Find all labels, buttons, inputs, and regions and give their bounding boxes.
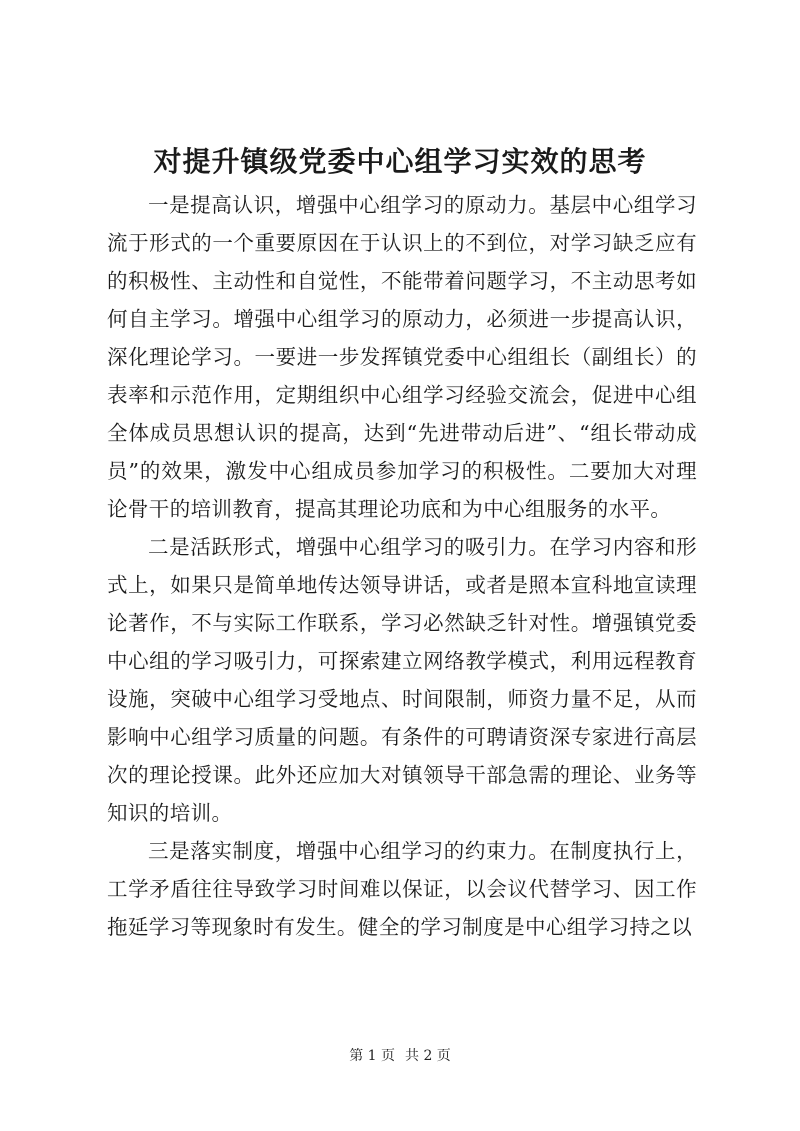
document-title: 对提升镇级党委中心组学习实效的思考 (153, 145, 647, 178)
paragraph-2: 二是活跃形式，增强中心组学习的吸引力。在学习内容和形式上，如果只是简单地传达领导讲话，或者是照本宣科地宣读理论著作，不与实际工作联系，学习必然缺乏针对性。增强镇党委中心组的学习吸引力，可探索建立网络教学模式，利用远程教育设施，突破中心组学习受地点、时间限制，师资力量不足，从而影响中心组学习质量的问题。有条件的可聘请资深专家进行高层次的理论授课。此外还应加大对镇领导干部急需的理论、业务等知识的培训。 (107, 535, 697, 825)
paragraph-1: 一是提高认识，增强中心组学习的原动力。基层中心组学习流于形式的一个重要原因在于认识上的不到位，对学习缺乏应有的积极性、主动性和自觉性，不能带着问题学习，不主动思考如何自主学习。增强中心组学习的原动力，必须进一步提高认识，深化理论学习。一要进一步发挥镇党委中心组组长（副组长）的表率和示范作用，定期组织中心组学习经验交流会，促进中心组全体成员思想认识的提高，达到“先进带动后进”、“组长带动成员”的效果，激发中心组成员参加学习的积极性。二要加大对理论骨干的培训教育，提高其理论功底和为中心组服务的水平。 (107, 193, 697, 521)
page-total: 共 2 页 (405, 1048, 451, 1064)
document-body (107, 186, 697, 946)
page-number: 第 1 页 (349, 1048, 395, 1064)
paragraph-3: 三是落实制度，增强中心组学习的约束力。在制度执行上，工学矛盾往往导致学习时间难以保证，以会议代替学习、因工作拖延学习等现象时有发生。健全的学习制度是中心组学习持之以 (107, 839, 697, 939)
page-footer (0, 1046, 800, 1066)
